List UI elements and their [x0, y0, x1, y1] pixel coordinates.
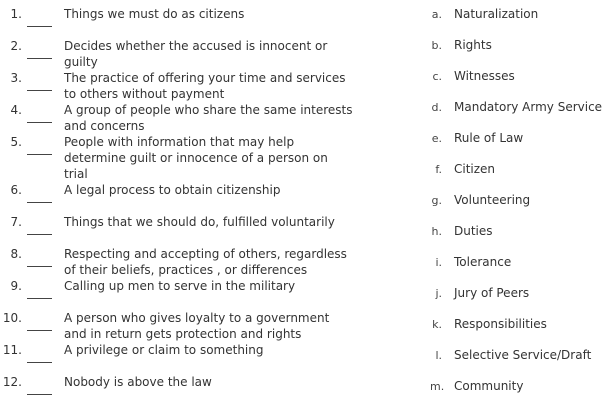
question-text: Nobody is above the law [64, 375, 212, 389]
answer-option [430, 192, 531, 210]
question-text: A legal process to obtain citizenship [64, 183, 281, 197]
answer-letter: l. [435, 349, 442, 362]
answer-blank[interactable] [27, 122, 52, 123]
answer-letter: c. [432, 70, 442, 83]
question-text: The practice of offering your time and services to others without payment [64, 71, 346, 101]
answer-blank[interactable] [27, 362, 52, 363]
question-text: A privilege or claim to something [64, 343, 264, 357]
answer-letter: f. [435, 163, 442, 176]
question-item [0, 182, 360, 214]
question-number: 9. [10, 279, 22, 293]
question-item [0, 38, 360, 70]
answer-label: Mandatory Army Service [454, 100, 603, 114]
question-item [0, 6, 360, 38]
answer-letter: j. [435, 287, 442, 300]
answer-blank[interactable] [27, 154, 52, 155]
answer-label: Rights [454, 38, 492, 52]
question-item [0, 342, 360, 374]
answer-option [430, 285, 530, 303]
question-text: Things we must do as citizens [64, 7, 245, 21]
question-item [0, 70, 360, 102]
answer-label: Selective Service/Draft [454, 348, 592, 362]
question-text: Things that we should do, fulfilled voluntarily [64, 215, 335, 229]
answer-option [430, 347, 592, 365]
answer-option [430, 378, 524, 396]
answer-blank[interactable] [27, 90, 52, 91]
answer-letter: k. [432, 318, 442, 331]
answer-option [430, 223, 493, 241]
answer-option [430, 130, 524, 148]
question-number: 11. [2, 343, 22, 357]
question-text: Decides whether the accused is innocent or guilty [64, 39, 328, 69]
answer-option [430, 161, 496, 179]
question-number: 12. [2, 375, 22, 389]
answer-blank[interactable] [27, 26, 52, 27]
question-item [0, 374, 360, 406]
answer-label: Community [454, 379, 524, 393]
answer-label: Witnesses [454, 69, 515, 83]
answer-blank[interactable] [27, 298, 52, 299]
answer-option [430, 37, 492, 55]
answer-label: Citizen [454, 162, 496, 176]
question-text: Calling up men to serve in the military [64, 279, 296, 293]
answer-option [430, 99, 603, 117]
answer-option [430, 68, 515, 86]
question-item [0, 214, 360, 246]
answer-label: Naturalization [454, 7, 539, 21]
answer-blank[interactable] [27, 234, 52, 235]
question-number: 8. [10, 247, 22, 261]
question-number: 2. [10, 39, 22, 53]
question-item [0, 134, 360, 181]
answer-letter: e. [431, 132, 442, 145]
answer-letter: d. [431, 101, 442, 114]
question-item [0, 102, 360, 134]
answer-letter: g. [431, 194, 442, 207]
question-number: 3. [10, 71, 22, 85]
answer-option [430, 6, 539, 24]
question-text: A group of people who share the same interests and concerns [64, 103, 353, 133]
question-number: 7. [10, 215, 22, 229]
question-item [0, 310, 360, 342]
answer-blank[interactable] [27, 330, 52, 331]
answer-option [430, 316, 547, 334]
answer-letter: h. [431, 225, 442, 238]
question-number: 5. [10, 135, 22, 149]
question-number: 6. [10, 183, 22, 197]
question-number: 10. [2, 311, 22, 325]
answer-blank[interactable] [27, 202, 52, 203]
answer-letter: i. [435, 256, 442, 269]
answer-option [430, 254, 512, 272]
answer-letter: a. [431, 8, 442, 21]
question-text: A person who gives loyalty to a government and in return gets protection and rights [64, 311, 330, 341]
answer-label: Rule of Law [454, 131, 524, 145]
answer-label: Duties [454, 224, 493, 238]
question-text: People with information that may help determine guilt or innocence of a person on trial [64, 135, 328, 181]
answer-label: Jury of Peers [454, 286, 530, 300]
answer-letter: m. [430, 380, 445, 393]
question-number: 4. [10, 103, 22, 117]
question-number: 1. [10, 7, 22, 21]
answer-label: Volunteering [454, 193, 531, 207]
answer-label: Tolerance [454, 255, 512, 269]
answer-letter: b. [431, 39, 442, 52]
answer-blank[interactable] [27, 266, 52, 267]
question-item [0, 278, 360, 310]
answer-blank[interactable] [27, 58, 52, 59]
answer-label: Responsibilities [454, 317, 547, 331]
question-item [0, 246, 360, 278]
answer-blank[interactable] [27, 394, 52, 395]
question-text: Respecting and accepting of others, regardless of their beliefs, practices , or differences [64, 247, 347, 277]
